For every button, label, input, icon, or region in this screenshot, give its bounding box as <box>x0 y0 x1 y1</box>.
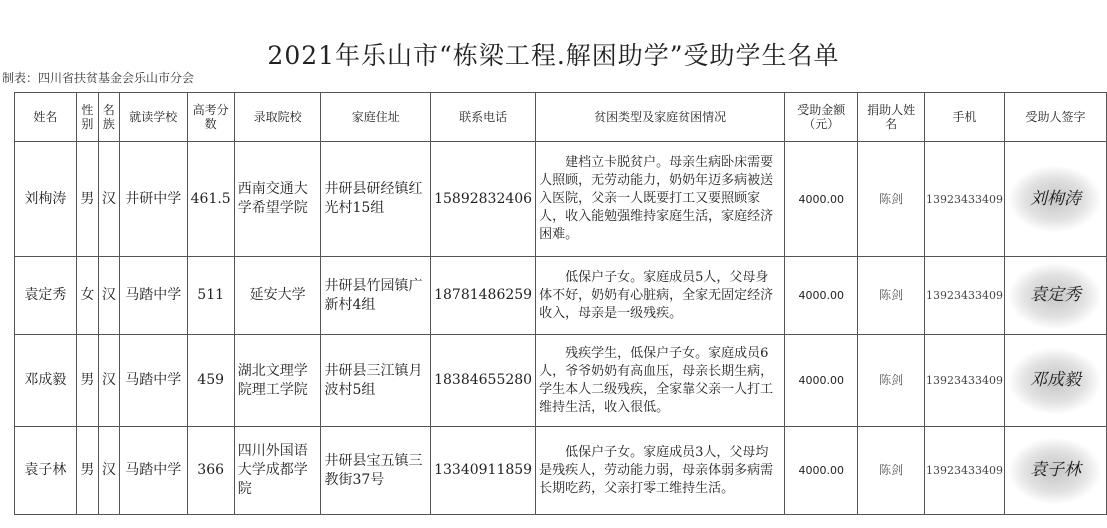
cell-score: 459 <box>187 335 234 427</box>
header-ethnicity: 名族 <box>98 93 119 142</box>
cell-score: 461.5 <box>187 142 234 257</box>
header-college: 录取院校 <box>234 93 321 142</box>
cell-name: 袁子林 <box>15 427 77 515</box>
cell-address: 井研县竹园镇广新村4组 <box>321 257 431 335</box>
cell-college: 延安大学 <box>234 257 321 335</box>
cell-college: 湖北文理学院理工学院 <box>234 335 321 427</box>
cell-ethnicity: 汉 <box>98 142 119 257</box>
signature-mark: 刘栒涛 <box>1009 166 1101 232</box>
cell-condition: 建档立卡脱贫户。母亲生病卧床需要人照顾，无劳动能力，奶奶年迈多病被送入医院，父亲一人既要打工又要照顾家人，收入能勉强维持家庭生活，家庭经济困难。 <box>536 142 785 257</box>
cell-address: 井研县宝五镇三教街37号 <box>321 427 431 515</box>
cell-donor: 陈剑 <box>858 427 925 515</box>
cell-ethnicity: 汉 <box>98 257 119 335</box>
signature-mark: 袁子林 <box>1009 438 1101 504</box>
cell-name: 邓成毅 <box>15 335 77 427</box>
cell-address: 井研县研经镇红光村15组 <box>321 142 431 257</box>
cell-gender: 男 <box>76 427 98 515</box>
cell-condition: 低保户子女。家庭成员3人，父母均是残疾人，劳动能力弱，母亲体弱多病需长期吃药，父亲打零工维持生活。 <box>536 427 785 515</box>
header-score: 高考分数 <box>187 93 234 142</box>
cell-amount: 4000.00 <box>785 427 858 515</box>
cell-school: 井研中学 <box>119 142 187 257</box>
cell-signature <box>1004 335 1106 427</box>
cell-donor-phone: 13923433409 <box>924 427 1004 515</box>
cell-score: 366 <box>187 427 234 515</box>
cell-college: 西南交通大学希望学院 <box>234 142 321 257</box>
header-donor-phone: 手机 <box>924 93 1004 142</box>
table-maker: 制表：四川省扶贫基金会乐山市分会 <box>2 71 195 85</box>
cell-amount: 4000.00 <box>785 257 858 335</box>
cell-signature <box>1004 142 1106 257</box>
cell-donor: 陈剑 <box>858 335 925 427</box>
cell-school: 马踏中学 <box>119 257 187 335</box>
cell-address: 井研县三江镇月波村5组 <box>321 335 431 427</box>
cell-donor-phone: 13923433409 <box>924 257 1004 335</box>
header-name: 姓名 <box>15 93 77 142</box>
cell-condition: 残疾学生，低保户子女。家庭成员6人，爷爷奶奶有高血压，母亲长期生病，学生本人二级残疾，全家靠父亲一人打工维持生活，收入很低。 <box>536 335 785 427</box>
cell-name: 刘栒涛 <box>15 142 77 257</box>
table-row <box>15 257 1107 335</box>
cell-donor: 陈剑 <box>858 142 925 257</box>
header-donor: 捐助人姓名 <box>858 93 925 142</box>
header-row <box>15 93 1107 142</box>
header-condition: 贫困类型及家庭贫困情况 <box>536 93 785 142</box>
cell-school: 马踏中学 <box>119 427 187 515</box>
cell-score: 511 <box>187 257 234 335</box>
cell-condition: 低保户子女。家庭成员5人，父母身体不好，奶奶有心脏病，全家无固定经济收入，母亲是一级残疾。 <box>536 257 785 335</box>
cell-amount: 4000.00 <box>785 142 858 257</box>
header-gender: 性别 <box>76 93 98 142</box>
cell-ethnicity: 汉 <box>98 427 119 515</box>
cell-phone: 13340911859 <box>431 427 536 515</box>
cell-amount: 4000.00 <box>785 335 858 427</box>
header-address: 家庭住址 <box>321 93 431 142</box>
cell-phone: 18384655280 <box>431 335 536 427</box>
header-signature: 受助人签字 <box>1004 93 1106 142</box>
cell-donor-phone: 13923433409 <box>924 335 1004 427</box>
cell-signature <box>1004 257 1106 335</box>
signature-mark: 袁定秀 <box>1009 263 1101 329</box>
table-row <box>15 427 1107 515</box>
student-table <box>14 92 1107 515</box>
cell-phone: 15892832406 <box>431 142 536 257</box>
header-amount: 受助金额（元） <box>785 93 858 142</box>
cell-donor-phone: 13923433409 <box>924 142 1004 257</box>
cell-name: 袁定秀 <box>15 257 77 335</box>
header-phone: 联系电话 <box>431 93 536 142</box>
table-row <box>15 142 1107 257</box>
cell-college: 四川外国语大学成都学院 <box>234 427 321 515</box>
signature-mark: 邓成毅 <box>1009 348 1101 414</box>
cell-school: 马踏中学 <box>119 335 187 427</box>
table-row <box>15 335 1107 427</box>
cell-donor: 陈剑 <box>858 257 925 335</box>
cell-gender: 男 <box>76 335 98 427</box>
cell-gender: 女 <box>76 257 98 335</box>
page-title: 2021年乐山市“栋梁工程.解困助学”受助学生名单 <box>267 41 840 70</box>
cell-signature <box>1004 427 1106 515</box>
cell-phone: 18781486259 <box>431 257 536 335</box>
cell-gender: 男 <box>76 142 98 257</box>
header-school: 就读学校 <box>119 93 187 142</box>
cell-ethnicity: 汉 <box>98 335 119 427</box>
